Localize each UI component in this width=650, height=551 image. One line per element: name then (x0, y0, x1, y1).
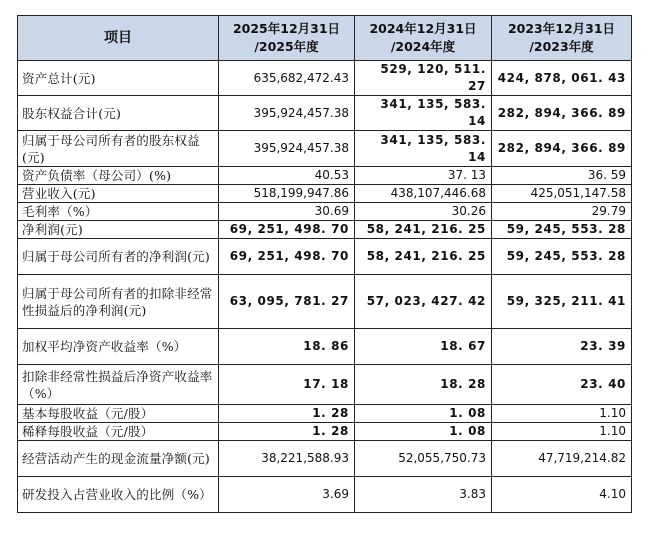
table-row (18, 239, 632, 275)
value-2023: 1.10 (492, 423, 632, 441)
value-2024: 58, 241, 216. 25 (355, 221, 492, 239)
header-item: 项目 (18, 16, 219, 61)
value-2023: 59, 245, 553. 28 (492, 221, 632, 239)
value-2024: 1. 08 (355, 423, 492, 441)
table-row (18, 275, 632, 329)
value-2024: 57, 023, 427. 42 (355, 275, 492, 329)
table-row (18, 441, 632, 477)
financial-data-table (17, 15, 632, 513)
value-2025: 3.69 (219, 477, 355, 513)
value-2023: 36. 59 (492, 167, 632, 185)
table-row (18, 329, 632, 365)
table-row (18, 477, 632, 513)
header-2023-line2: /2023年度 (529, 39, 594, 54)
value-2025: 38,221,588.93 (219, 441, 355, 477)
header-2025-line2: /2025年度 (254, 39, 319, 54)
value-2025: 518,199,947.86 (219, 185, 355, 203)
value-2023: 425,051,147.58 (492, 185, 632, 203)
value-2025: 69, 251, 498. 70 (219, 221, 355, 239)
value-2025: 17. 18 (219, 365, 355, 405)
value-2024: 18. 28 (355, 365, 492, 405)
value-2023: 23. 40 (492, 365, 632, 405)
header-2024 (355, 16, 492, 61)
value-2024: 1. 08 (355, 405, 492, 423)
header-2023 (492, 16, 632, 61)
value-2025: 40.53 (219, 167, 355, 185)
row-label: 净利润(元) (18, 221, 219, 239)
row-label: 归属于母公司所有者的股东权益(元) (18, 131, 219, 167)
table-row (18, 61, 632, 96)
value-2024: 3.83 (355, 477, 492, 513)
value-2024: 341, 135, 583. 14 (355, 131, 492, 167)
row-label: 经营活动产生的现金流量净额(元) (18, 441, 219, 477)
header-2023-line1: 2023年12月31日 (507, 21, 616, 36)
header-2024-line1: 2024年12月31日 (369, 21, 477, 36)
table-row (18, 131, 632, 167)
value-2023: 4.10 (492, 477, 632, 513)
value-2024: 341, 135, 583. 14 (355, 96, 492, 131)
value-2024: 30.26 (355, 203, 492, 221)
value-2024: 438,107,446.68 (355, 185, 492, 203)
table-row (18, 365, 632, 405)
value-2025: 30.69 (219, 203, 355, 221)
row-label: 归属于母公司所有者的扣除非经常性损益后的净利润(元) (18, 275, 219, 329)
value-2023: 282, 894, 366. 89 (492, 96, 632, 131)
value-2024: 529, 120, 511. 27 (355, 61, 492, 96)
row-label: 稀释每股收益（元/股） (18, 423, 219, 441)
table-row (18, 405, 632, 423)
value-2025: 395,924,457.38 (219, 131, 355, 167)
row-label: 扣除非经常性损益后净资产收益率（%） (18, 365, 219, 405)
table-row (18, 185, 632, 203)
value-2023: 59, 325, 211. 41 (492, 275, 632, 329)
row-label: 资产负债率（母公司）(%) (18, 167, 219, 185)
row-label: 资产总计(元) (18, 61, 219, 96)
table-row (18, 423, 632, 441)
table-row (18, 167, 632, 185)
value-2023: 282, 894, 366. 89 (492, 131, 632, 167)
table-row (18, 96, 632, 131)
header-2024-line2: /2024年度 (390, 39, 456, 54)
row-label: 研发投入占营业收入的比例（%） (18, 477, 219, 513)
table-row (18, 203, 632, 221)
table-header-row (18, 16, 632, 61)
value-2023: 59, 245, 553. 28 (492, 239, 632, 275)
header-2025-line1: 2025年12月31日 (232, 21, 341, 36)
value-2024: 37. 13 (355, 167, 492, 185)
value-2025: 395,924,457.38 (219, 96, 355, 131)
table-row (18, 221, 632, 239)
value-2023: 23. 39 (492, 329, 632, 365)
value-2023: 424, 878, 061. 43 (492, 61, 632, 96)
value-2025: 18. 86 (219, 329, 355, 365)
value-2024: 18. 67 (355, 329, 492, 365)
row-label: 股东权益合计(元) (18, 96, 219, 131)
row-label: 加权平均净资产收益率（%） (18, 329, 219, 365)
value-2023: 1.10 (492, 405, 632, 423)
value-2023: 47,719,214.82 (492, 441, 632, 477)
value-2025: 1. 28 (219, 423, 355, 441)
value-2025: 1. 28 (219, 405, 355, 423)
value-2024: 58, 241, 216. 25 (355, 239, 492, 275)
value-2023: 29.79 (492, 203, 632, 221)
row-label: 基本每股收益（元/股） (18, 405, 219, 423)
value-2025: 69, 251, 498. 70 (219, 239, 355, 275)
value-2025: 63, 095, 781. 27 (219, 275, 355, 329)
row-label: 归属于母公司所有者的净利润(元) (18, 239, 219, 275)
row-label: 毛利率（%） (18, 203, 219, 221)
row-label: 营业收入(元) (18, 185, 219, 203)
value-2024: 52,055,750.73 (355, 441, 492, 477)
value-2025: 635,682,472.43 (219, 61, 355, 96)
header-2025 (219, 16, 355, 61)
